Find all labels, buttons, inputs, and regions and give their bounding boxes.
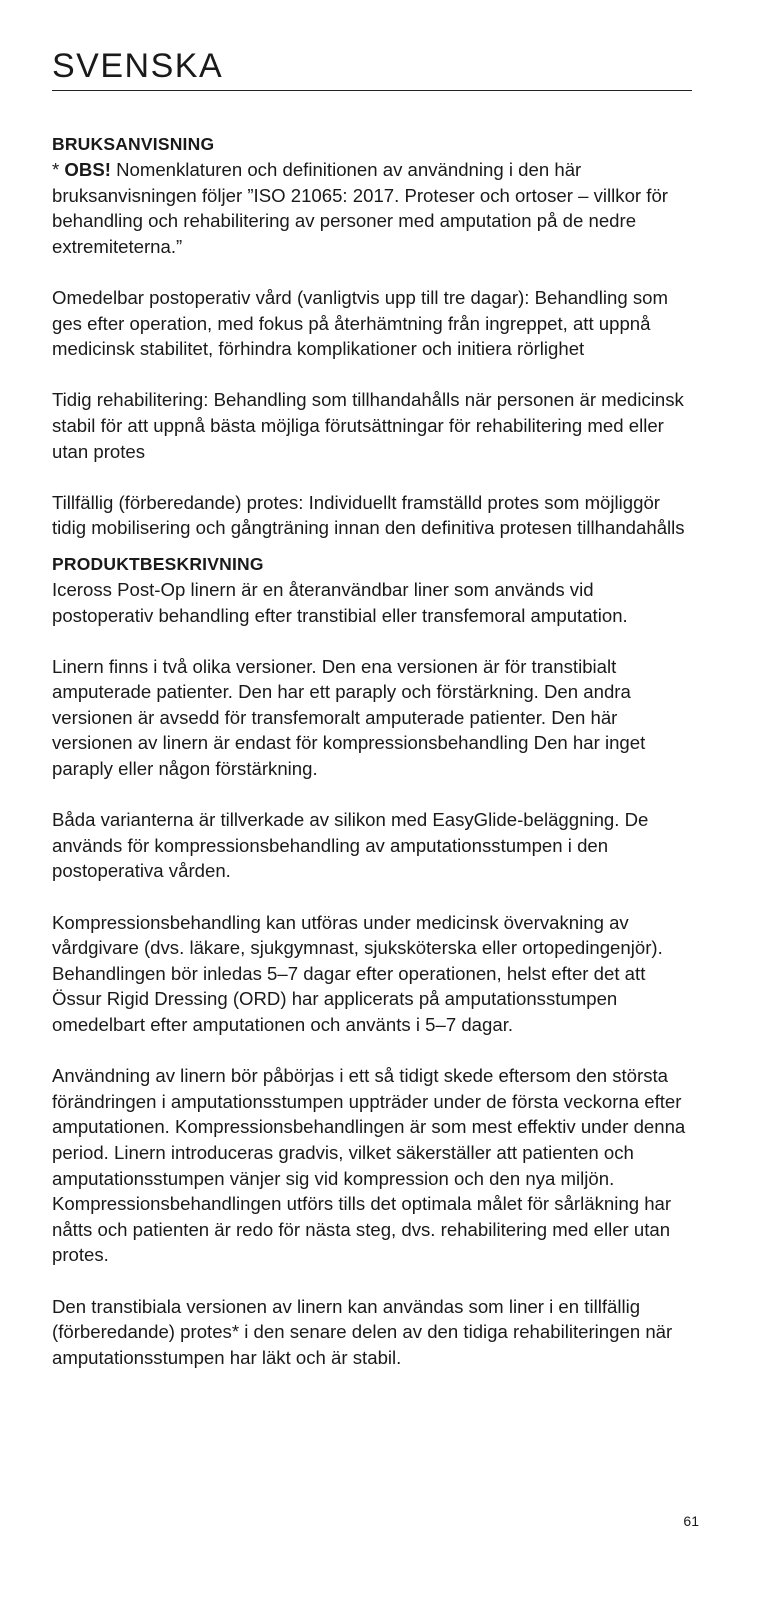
note-text: Nomenklaturen och definitionen av användning i den här bruksanvisningen följer ”ISO 21065: 2017. Proteser och ortoser – villkor för behandling och rehabilitering av personer med amputation på de nedre extremiteterna.” [52, 159, 668, 257]
product-paragraph-transtibial: Den transtibiala versionen av linern kan användas som liner i en tillfällig (förberedande) protes* i den senare delen av den tidiga rehabiliteringen när amputationsstumpen har läkt och är stabil. [52, 1295, 673, 1368]
note-label: OBS! [64, 159, 111, 180]
title-divider [52, 90, 692, 91]
definition-early-rehabilitation: Tidig rehabilitering: Behandling som tillhandahålls när personen är medicinsk stabil för att uppnå bästa möjliga förutsättningar för rehabilitering med eller utan protes [52, 389, 684, 462]
page-number: 61 [683, 1513, 699, 1529]
definition-immediate-postoperative-care: Omedelbar postoperativ vård (vanligtvis upp till tre dagar): Behandling som ges efter operation, med fokus på återhämtning från ingreppet, att uppnå medicinsk stabilitet, förhindra komplikationer och initiera rörlighet [52, 286, 668, 360]
definition-temporary-prosthesis: Tillfällig (förberedande) protes: Individuellt framställd protes som möjliggör tidig mobilisering och gångträning innan den definitiva protesen tillhandahålls [52, 491, 685, 539]
product-paragraph-usage: Användning av linern bör påbörjas i ett så tidigt skede eftersom den största förändringen i amputationsstumpen uppträder under de första veckorna efter amputationen. Kompressionsbehandlingen är som mest effektiv under denna period. Linern introduceras gradvis, vilket säkerställer att patienten och amputationsstumpen vänjer sig vid kompression och den nya miljön. Kompressionsbehandlingen utförs tills det optimala målet för sårläkning har nåtts och patienten är redo för nästa steg, dvs. rehabilitering med eller utan protes. [52, 1065, 686, 1266]
language-title: SVENSKA [52, 47, 224, 85]
product-paragraph-material: Båda varianterna är tillverkade av silikon med EasyGlide-beläggning. De används för kompressionsbehandling av amputationsstumpen i den postoperativa vården. [52, 809, 649, 882]
product-paragraph-intro: Iceross Post-Op linern är en återanvändbar liner som används vid postoperativ behandling efter transtibial eller transfemoral amputation. [52, 578, 628, 626]
section-heading-bruksanvisning: BRUKSANVISNING [52, 134, 215, 154]
document-page [52, 0, 692, 1370]
product-paragraph-versions: Linern finns i två olika versioner. Den ena versionen är för transtibialt amputerade patienter. Den har ett paraply och förstärkning. Den andra versionen är avsedd för transfemoralt amputerade patienter. Den här versionen av linern är endast för kompressionsbehandling Den har inget paraply eller någon förstärkning. [52, 655, 646, 780]
note-asterisk: * [52, 159, 60, 180]
product-paragraph-compression-therapy: Kompressionsbehandling kan utföras under medicinsk övervakning av vårdgivare (dvs. läkare, sjukgymnast, sjuksköterska eller ortopedingenjör). Behandlingen bör inledas 5–7 dagar efter operationen, helst efter det att Össur Rigid Dressing (ORD) har applicerats på amputationsstumpen omedelbart efter amputationen och använts i 5–7 dagar. [52, 911, 663, 1035]
note-paragraph [52, 157, 692, 259]
section-heading-produktbeskrivning: PRODUKTBESKRIVNING [52, 553, 264, 574]
